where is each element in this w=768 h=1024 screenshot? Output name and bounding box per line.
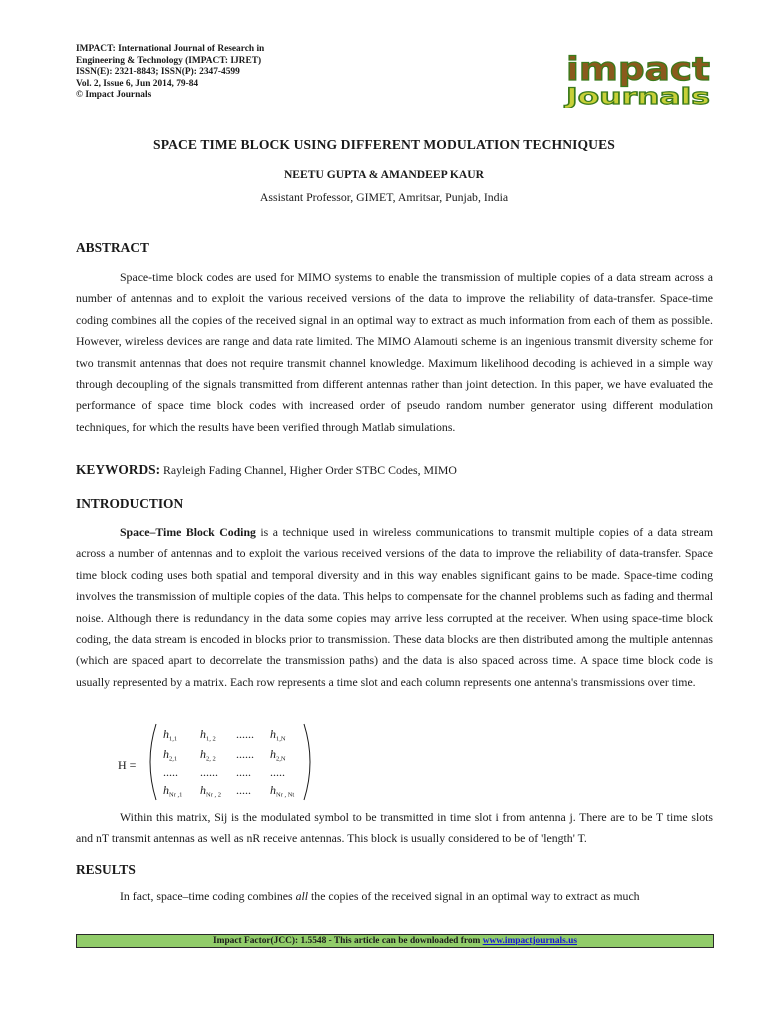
channel-matrix (108, 722, 328, 802)
paper-title: SPACE TIME BLOCK USING DIFFERENT MODULATION TECHNIQUES (153, 137, 615, 152)
abstract-heading: ABSTRACT (76, 240, 149, 255)
keywords-line (76, 462, 716, 478)
matrix-cell: hNr , Nt (270, 783, 295, 799)
matrix-cells (163, 727, 294, 799)
keywords-label: KEYWORDS: (76, 462, 161, 477)
introduction-heading: INTRODUCTION (76, 496, 184, 511)
intro-text: is a technique used in wireless communications to transmit multiple copies of a data stream across a number of antennas and to exploit the various received versions of the data to improve the reliability of data-transfer. Space time block coding uses both spatial and temporal diversity and in this way enables significant gains to be made. Space-time coding involves the transmission of multiple copies of the data. This helps to compensate for the channel problems such as fading and thermal noise. Although there is redundancy in the data some copies may arrive less corrupted at the receiver. When using space-time block coding, the data stream is encoded in blocks prior to transmission. These data blocks are then distributed among the multiple antennas (which are spaced apart to decorrelate the transmission paths) and the data is also spaced across time. A space time block code is usually represented by a matrix. Each row represents a time slot and each column represents one antenna's transmissions over time. (76, 525, 714, 689)
matrix-cell: h2,N (270, 747, 286, 763)
paper-authors: NEETU GUPTA & AMANDEEP KAUR (283, 168, 485, 181)
matrix-cell: ...... (200, 765, 218, 779)
results-emphasis: all (295, 889, 309, 903)
matrix-cell: ..... (270, 765, 285, 779)
matrix-label: H = (118, 758, 137, 772)
matrix-cell: hNr , 2 (200, 783, 221, 799)
matrix-cell: h2, 2 (200, 747, 216, 763)
intro-lead-term: Space–Time Block Coding (120, 525, 256, 539)
matrix-cell: ..... (236, 783, 251, 797)
results-text-start: In fact, space–time coding combines (120, 889, 296, 903)
matrix-right-paren (304, 724, 310, 800)
matrix-cell: ..... (163, 765, 178, 779)
keywords-text: Rayleigh Fading Channel, Higher Order STBC Codes, MIMO (160, 463, 457, 477)
matrix-cell: h1,N (270, 727, 286, 743)
footer-impact-bar (76, 934, 714, 948)
matrix-cell: ...... (236, 747, 254, 761)
matrix-cell: ...... (236, 727, 254, 741)
footer-website-link[interactable]: www.impactjournals.us (482, 936, 577, 946)
impact-journals-logo (562, 48, 714, 108)
matrix-cell: hNr ,1 (163, 783, 183, 799)
results-heading: RESULTS (76, 862, 136, 877)
matrix-cell: h2,1 (163, 747, 178, 763)
matrix-cell: h1, 2 (200, 727, 216, 743)
matrix-cell: h1,1 (163, 727, 178, 743)
logo-word-journals: Journals (563, 85, 710, 108)
logo-word-impact: impact (566, 50, 710, 88)
results-paragraph (76, 886, 713, 907)
journal-line: Vol. 2, Issue 6, Jun 2014, 79-84 (76, 78, 199, 89)
journal-line: ISSN(E): 2321-8843; ISSN(P): 2347-4599 (76, 67, 240, 78)
matrix-left-paren (150, 724, 156, 800)
matrix-explanation-paragraph: Within this matrix, Sij is the modulated symbol to be transmitted in time slot i from antenna j. There are to be T time slots and nT transmit antennas as well as nR receive antennas. This block is usually considered to be of 'length' T. (76, 810, 713, 846)
footer-text: Impact Factor(JCC): 1.5548 - This article can be downloaded from (213, 936, 483, 946)
introduction-paragraph (76, 522, 713, 693)
author-affiliation: Assistant Professor, GIMET, Amritsar, Punjab, India (259, 190, 509, 204)
journal-line: IMPACT: International Journal of Research in (76, 44, 265, 54)
journal-line: © Impact Journals (76, 90, 152, 101)
journal-info (76, 44, 356, 102)
journal-line: Engineering & Technology (IMPACT: IJRET) (76, 55, 262, 66)
results-text-end: the copies of the received signal in an optimal way to extract as much (308, 889, 640, 903)
matrix-cell: ..... (236, 765, 251, 779)
abstract-paragraph: Space-time block codes are used for MIMO systems to enable the transmission of multiple copies of a data stream across a number of antennas and to exploit the various received versions of the data to improve the reliability of data-transfer. Space-time coding combines all the copies of the received signal in an optimal way to extract as much information from each of them as possible. However, wireless devices are range and data rate limited. The MIMO Alamouti scheme is an ingenious transmit diversity scheme for two transmit antennas that does not require transmit channel knowledge. Maximum likelihood decoding is achieved in a simple way through decoupling of the signals transmitted from different antennas rather than joint detection. In this paper, we have evaluated the performance of space time block codes with increased order of pseudo random number generator using different modulation techniques, for which the results have been verified through Matlab simulations. (76, 270, 713, 434)
